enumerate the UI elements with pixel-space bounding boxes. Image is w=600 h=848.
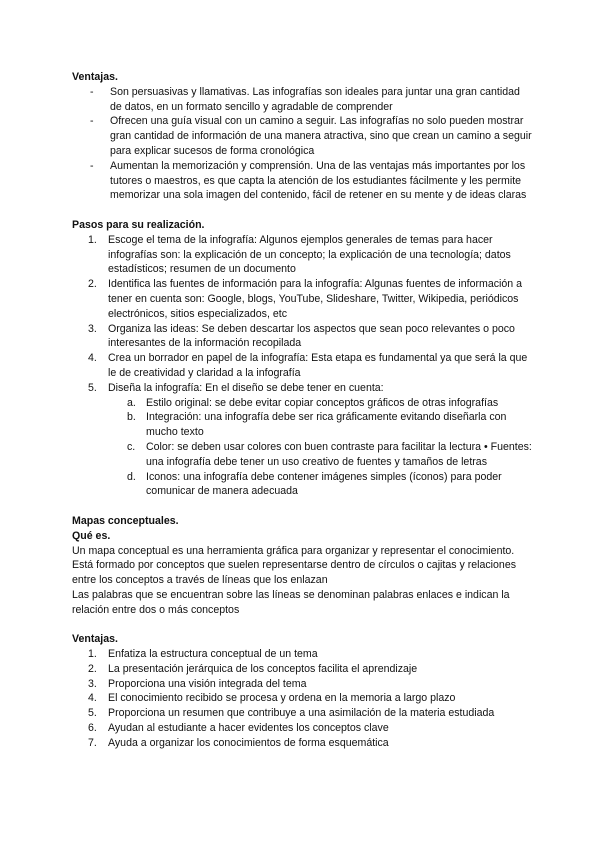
list-item-text: Iconos: una infografía debe contener imágenes simples (íconos) para poder comunicar de manera adecuada [146,470,502,498]
list-marker: 4. [88,692,97,705]
list-item [72,351,532,381]
paragraph-definicion: Un mapa conceptual es una herramienta gráfica para organizar y representar el conocimiento. Está formado por conceptos que suelen representarse dentro de círculos o cajitas y relaciones entre los conceptos a través de líneas que los enlazan [72,544,517,587]
list-item-text: Ayuda a organizar los conocimientos de forma esquemática [108,736,389,749]
ventajas-infografia-list [72,85,532,203]
list-item-text: Escoge el tema de la infografía: Algunos ejemplos generales de temas para hacer infografías son: la explicación de un concepto; la explicación de una tecnología; datos estadísticos; resumen de un documento [108,233,511,276]
paragraph-palabras-enlace: Las palabras que se encuentran sobre las líneas se denominan palabras enlaces e indican la relación entre dos o más conceptos [72,588,510,616]
list-marker: 3. [88,677,97,690]
list-item [72,721,532,736]
list-item-text: Organiza las ideas: Se deben descartar los aspectos que sean poco relevantes o poco interesantes de la información recopilada [108,322,515,350]
list-marker: 3. [88,322,97,335]
spacer [72,499,532,514]
list-item-text: Diseña la infografía: En el diseño se debe tener en cuenta: [108,381,384,394]
list-marker: 1. [88,233,97,246]
list-item [72,677,532,692]
list-item [72,736,532,751]
list-item-text: Identifica las fuentes de información para la infografía: Algunas fuentes de información a tener en cuenta son: Google, blogs, YouTube, Slideshare, Twitter, Wikipedia, periódicos electrónicos, sitios especializados, etc [108,278,522,320]
list-item-text: Son persuasivas y llamativas. Las infografías son ideales para juntar una gran cantidad de datos, en un formato sencillo y agradable de comprender [110,85,520,113]
section-heading-mapas: Mapas conceptuales. [72,514,179,527]
list-marker: 1. [88,648,97,661]
list-item-text: Estilo original: se debe evitar copiar conceptos gráficos de otras infografías [146,396,499,409]
sub-list-item [72,470,532,500]
list-item-text: Ofrecen una guía visual con un camino a seguir. Las infografías no solo pueden mostrar gran cantidad de información de una manera atractiva, sino que crean un camino a seguir para explicar sucesos de forma cronológica [110,115,532,157]
list-item-text: Crea un borrador en papel de la infografía: Esta etapa es fundamental ya que será la que le de creatividad y claridad a la infografía [108,352,528,379]
spacer [72,617,532,632]
subheading-que-es: Qué es. [72,529,111,542]
list-marker: 5. [88,381,97,394]
list-marker: - [90,115,94,128]
list-marker: a. [127,396,136,409]
diseno-sublist [72,396,532,500]
list-marker: 2. [88,662,97,675]
section-heading-pasos: Pasos para su realización. [72,218,205,231]
list-item [72,159,532,203]
list-marker: c. [127,440,136,453]
pasos-list [72,233,532,396]
list-marker: - [90,85,94,98]
list-marker: 2. [88,278,97,291]
list-item [72,381,532,396]
list-item [72,233,532,277]
section-heading-ventajas-mapas: Ventajas. [72,633,118,646]
list-item-text: La presentación jerárquica de los conceptos facilita el aprendizaje [108,662,418,675]
list-item [72,277,532,321]
list-item-text: Color: se deben usar colores con buen contraste para facilitar la lectura • Fuentes: una infografía debe tener un uso creativo de fuentes y tamaños de letras [146,440,532,468]
list-marker: 4. [88,352,97,365]
sub-list-item [72,440,532,470]
list-marker: 5. [88,707,97,720]
list-item-text: Proporciona una visión integrada del tema [108,677,307,690]
list-marker: b. [127,411,136,424]
section-heading-ventajas-infografia: Ventajas. [72,71,118,83]
list-item [72,662,532,677]
list-item-text: Integración: una infografía debe ser rica gráficamente evitando diseñarla con mucho texto [146,411,507,439]
list-item [72,85,532,115]
list-item-text: Enfatiza la estructura conceptual de un tema [108,648,318,661]
list-item [72,647,532,662]
list-item-text: El conocimiento recibido se procesa y ordena en la memoria a largo plazo [108,692,456,705]
document-content [72,70,532,751]
list-item [72,706,532,721]
list-marker: - [90,159,94,172]
list-marker: 7. [88,736,97,749]
ventajas-mapas-list [72,647,532,751]
list-item [72,114,532,158]
sub-list-item [72,410,532,440]
list-item [72,691,532,706]
list-item-text: Aumentan la memorización y comprensión. Una de las ventajas más importantes por los tutores o maestros, es que capta la atención de los estudiantes fácilmente y les permite memorizar una sola imagen del contenido, fácil de retener en su mente y de ideas claras [110,159,527,202]
list-item-text: Ayudan al estudiante a hacer evidentes los conceptos clave [108,722,389,735]
sub-list-item [72,396,532,411]
list-item [72,322,532,352]
list-item-text: Proporciona un resumen que contribuye a una asimilación de la materia estudiada [108,707,495,720]
list-marker: d. [127,470,136,483]
list-marker: 6. [88,722,97,735]
spacer [72,203,532,218]
